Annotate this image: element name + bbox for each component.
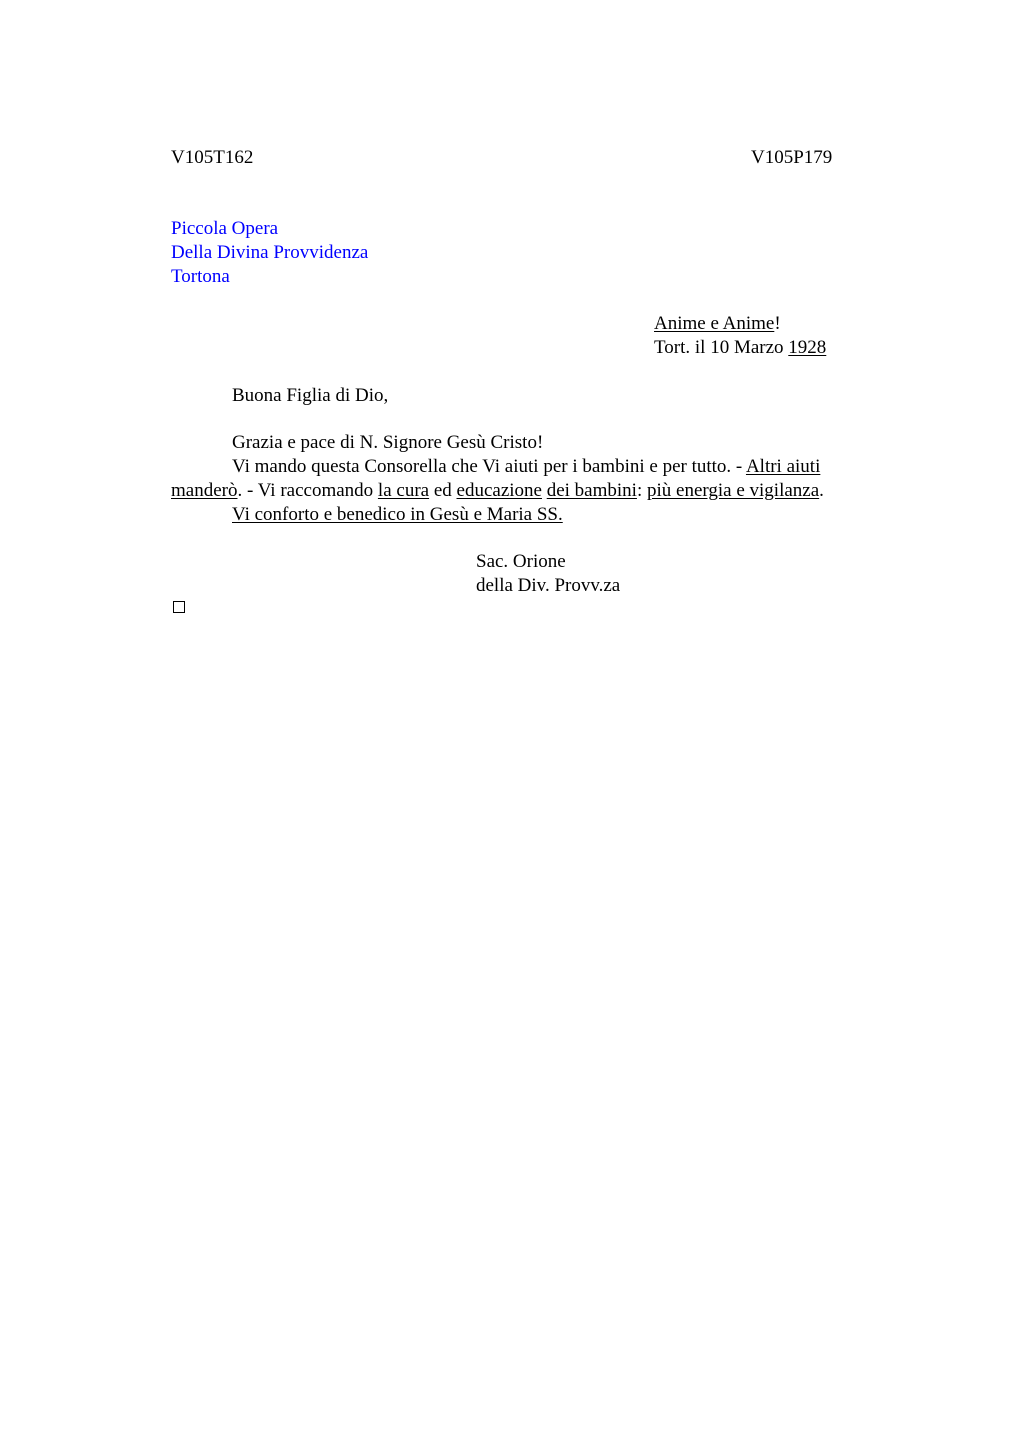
date-year: 1928 (788, 337, 827, 358)
text-run: : (636, 480, 647, 501)
underlined-run: più energia e vigilanza (646, 480, 820, 501)
text-run: . (819, 480, 824, 501)
text-run: . - Vi raccomando (237, 480, 378, 501)
underlined-run: manderò (171, 480, 238, 501)
motto-line (654, 312, 781, 336)
motto-text: Anime e Anime (654, 313, 775, 334)
signature-line-2: della Div. Provv.za (476, 575, 621, 596)
letterhead-line-3: Tortona (171, 266, 230, 287)
underlined-run: dei bambini (546, 480, 637, 501)
motto-punct: ! (774, 313, 781, 334)
end-marker-box (173, 601, 185, 613)
salutation: Buona Figlia di Dio, (232, 385, 389, 406)
date-prefix: Tort. il 10 Marzo (654, 337, 789, 358)
document-code-left: V105T162 (171, 147, 254, 168)
paragraph-line-2 (171, 479, 824, 503)
paragraph-line-1 (232, 455, 820, 479)
closing-blessing: Vi conforto e benedico in Gesù e Maria SS. (232, 504, 563, 525)
text-run: Vi mando questa Consorella che Vi aiuti per i bambini e per tutto. - (232, 456, 746, 477)
underlined-run: educazione (456, 480, 542, 501)
document-code-right: V105P179 (751, 147, 833, 168)
letterhead-line-2: Della Divina Provvidenza (171, 242, 369, 263)
date-line (654, 336, 826, 360)
greeting: Grazia e pace di N. Signore Gesù Cristo! (232, 432, 544, 453)
underlined-run: la cura (377, 480, 430, 501)
text-run: ed (429, 480, 457, 501)
underlined-run: Altri aiuti (745, 456, 821, 477)
signature-line-1: Sac. Orione (476, 551, 566, 572)
letterhead-line-1: Piccola Opera (171, 218, 279, 239)
